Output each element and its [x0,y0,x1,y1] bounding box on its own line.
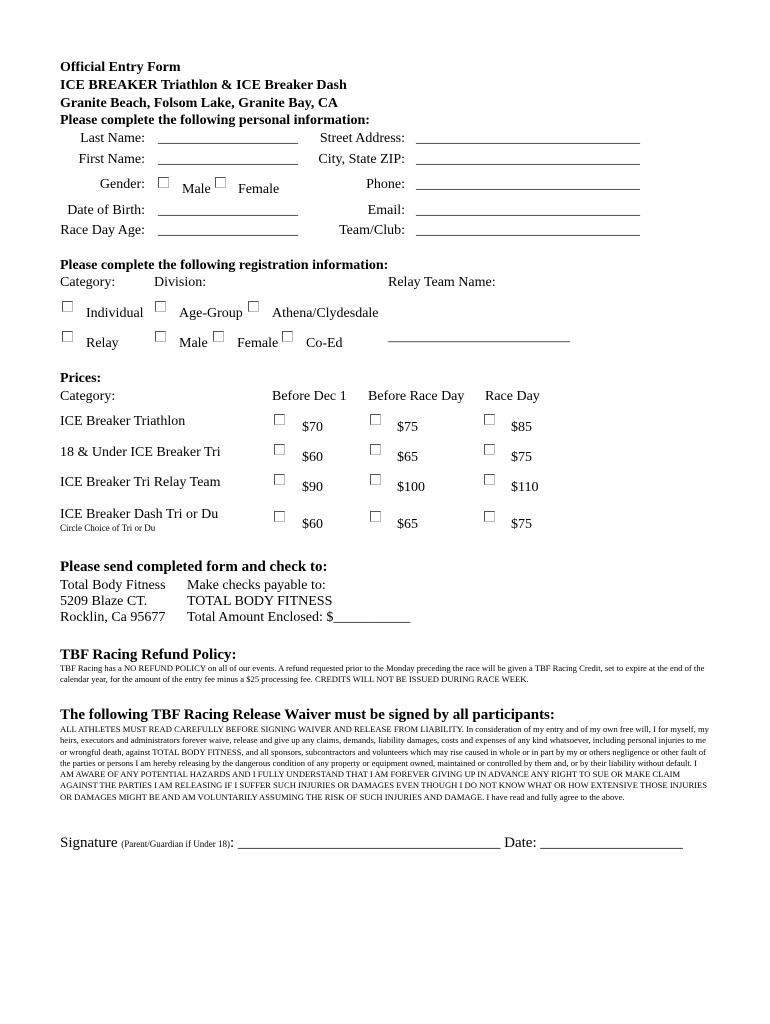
street-field[interactable]: ________________________________ [416,131,640,146]
division-athena-checkbox[interactable] [248,301,259,312]
send-address-line2: 5209 Blaze CT. [60,594,148,609]
relay-team-name-label: Relay Team Name: [388,275,496,290]
price-value: $100 [397,480,425,495]
gender-male-checkbox[interactable] [158,177,169,188]
last-name-label: Last Name: [80,131,145,146]
send-heading: Please send completed form and check to: [60,559,328,575]
price-row-name: ICE Breaker Tri Relay Team [60,475,221,490]
send-address-line3: Rocklin, Ca 95677 [60,610,166,625]
price-column-before-dec: Before Dec 1 [272,389,347,404]
price-checkbox[interactable] [370,444,381,455]
price-value: $70 [302,420,323,435]
refund-heading: TBF Racing Refund Policy: [60,647,237,663]
email-label: Email: [367,203,405,218]
division-female-checkbox[interactable] [213,331,224,342]
registration-heading: Please complete the following registration information: [60,258,389,273]
event-title: ICE BREAKER Triathlon & ICE Breaker Dash [60,78,347,93]
division-coed-label: Co-Ed [306,336,343,351]
team-label: Team/Club: [339,223,405,238]
street-label: Street Address: [319,131,405,146]
price-checkbox[interactable] [484,474,495,485]
category-individual-label: Individual [86,306,144,321]
price-checkbox[interactable] [370,474,381,485]
price-checkbox[interactable] [274,474,285,485]
category-label: Category: [60,275,116,290]
division-coed-checkbox[interactable] [282,331,293,342]
phone-label: Phone: [366,177,405,192]
price-value: $60 [302,450,323,465]
price-value: $65 [397,450,418,465]
price-row-name: ICE Breaker Dash Tri or Du [60,507,219,522]
send-address-line1: Total Body Fitness [60,578,166,593]
price-checkbox[interactable] [274,511,285,522]
division-male-label: Male [179,336,208,351]
payee-name: TOTAL BODY FITNESS [187,594,333,609]
relay-team-name-field[interactable]: ————————————— [388,334,570,349]
race-age-label: Race Day Age: [60,223,145,238]
prices-heading: Prices: [60,371,102,386]
dob-field[interactable]: ____________________ [158,203,298,218]
amount-enclosed-field[interactable]: Total Amount Enclosed: $___________ [187,610,411,625]
payable-label: Make checks payable to: [187,578,326,593]
race-age-field[interactable]: ____________________ [158,223,298,238]
phone-field[interactable]: ________________________________ [416,177,640,192]
first-name-label: First Name: [78,152,145,167]
price-checkbox[interactable] [370,414,381,425]
category-relay-checkbox[interactable] [62,331,73,342]
price-value: $110 [511,480,539,495]
division-age-group-label: Age-Group [179,306,243,321]
signature-colon: : [229,835,235,851]
signature-label: Signature [60,835,118,851]
division-athena-label: Athena/Clydesdale [272,306,379,321]
price-value: $85 [511,420,532,435]
dob-label: Date of Birth: [67,203,145,218]
signature-guardian-note: (Parent/Guardian if Under 18) [121,839,230,849]
form-title: Official Entry Form [60,60,181,75]
city-label: City, State ZIP: [318,152,405,167]
price-checkbox[interactable] [484,511,495,522]
waiver-heading: The following TBF Racing Release Waiver must be signed by all participants: [60,707,555,723]
last-name-field[interactable]: ____________________ [158,131,298,146]
price-checkbox[interactable] [484,444,495,455]
category-individual-checkbox[interactable] [62,301,73,312]
division-male-checkbox[interactable] [155,331,166,342]
waiver-text: ALL ATHLETES MUST READ CAREFULLY BEFORE SIGNING WAIVER AND RELEASE FROM LIABILITY. In consideration of my entry and of my own free will, I for myself, my heirs, executors and administrators forever waive, release and give up any claims, demands, liability damages, costs and expenses of any kind whatsoever, including personal injuries to me or wrongful death, against TOTAL BODY FITNESS, and all sponsors, subcontractors and volunteers which may rise caused in whole or in part by my or others negligence or other fault of the parties or persons I am hereby releasing by the dangerous condition of any property or equipment owned, maintained or controlled by them and, or by their liability without default. I AM AWARE OF ANY POTENTIAL HAZARDS AND I FULLY UNDERSTAND THAT I AM FOREVER GIVING UP IN ADVANCE ANY RIGHT TO SUE OR MAKE CLAIM AGAINST THE PARTIES I AM RELEASING IF I SUFFER SUCH INJURIES OR DAMAGES EVEN THOUGH I DO NOT KNOW WHAT OR HOW EXTENSIVE THOSE INJURIES OR DAMAGES MIGHT BE AND AM VOLUNTARILY ASSUMING THE RISK OF SUCH INJURIES AND DAMAGE. I have read and fully agree to the above. [60,724,709,802]
gender-female-checkbox[interactable] [215,177,226,188]
signature-field[interactable]: ___________________________________ [237,835,501,851]
price-value: $75 [511,517,532,532]
price-column-before-race: Before Race Day [368,389,465,404]
refund-text: TBF Racing has a NO REFUND POLICY on all of our events. A refund requested prior to the Monday preceding the race will be given a TBF Racing Credit, set to expire at the end of the calendar year, for the amount of the entry fee minus a $25 processing fee. CREDITS WILL NOT BE ISSUED DURING RACE WEEK. [60,663,705,685]
price-row-name: 18 & Under ICE Breaker Tri [60,445,221,460]
first-name-field[interactable]: ____________________ [158,152,298,167]
prices-category-label: Category: [60,389,116,404]
price-checkbox[interactable] [484,414,495,425]
team-field[interactable]: ________________________________ [416,223,640,238]
price-column-race-day: Race Day [485,389,540,404]
division-label: Division: [154,275,207,290]
price-row-note: Circle Choice of Tri or Du [60,523,156,533]
gender-male-label: Male [182,182,211,197]
price-value: $65 [397,517,418,532]
signature-line[interactable] [60,835,683,852]
gender-female-label: Female [238,182,280,197]
price-value: $90 [302,480,323,495]
date-field[interactable]: Date: ___________________ [504,835,683,851]
division-female-label: Female [237,336,279,351]
category-relay-label: Relay [86,336,119,351]
division-age-group-checkbox[interactable] [155,301,166,312]
price-value: $75 [397,420,418,435]
personal-info-heading: Please complete the following personal information: [60,113,370,128]
email-field[interactable]: ________________________________ [416,203,640,218]
city-field[interactable]: ________________________________ [416,152,640,167]
price-checkbox[interactable] [274,444,285,455]
price-value: $60 [302,517,323,532]
gender-label: Gender: [99,177,145,192]
price-checkbox[interactable] [370,511,381,522]
event-location: Granite Beach, Folsom Lake, Granite Bay, CA [60,96,339,111]
price-row-name: ICE Breaker Triathlon [60,414,186,429]
price-value: $75 [511,450,532,465]
price-checkbox[interactable] [274,414,285,425]
